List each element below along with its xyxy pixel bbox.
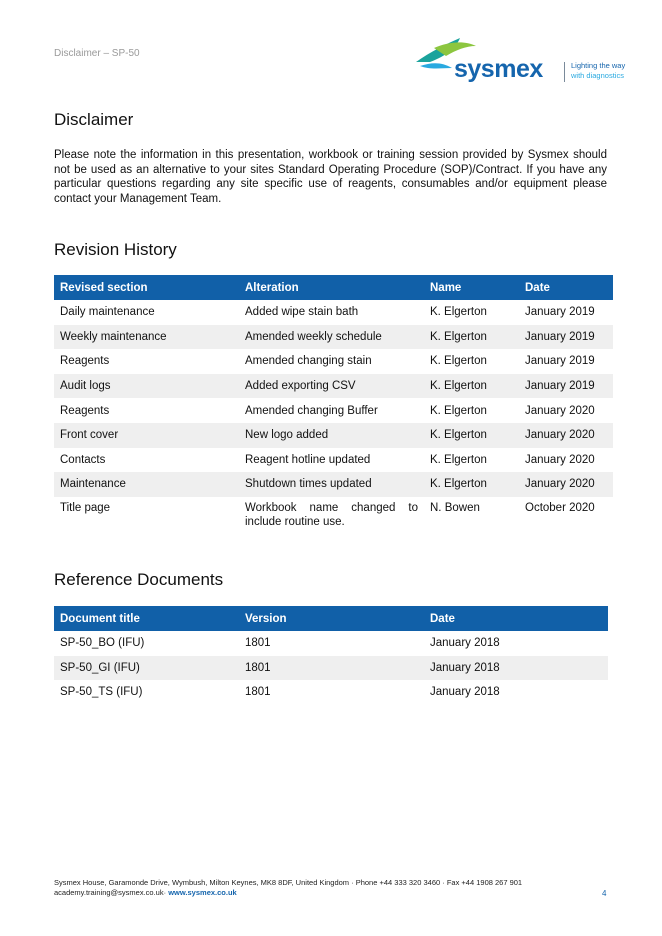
column-header-alteration: Alteration bbox=[239, 275, 424, 300]
name-cell: K. Elgerton bbox=[424, 423, 519, 448]
table-row bbox=[54, 374, 613, 399]
footer-contact-line bbox=[54, 888, 522, 898]
revised-section-cell: Maintenance bbox=[54, 472, 239, 497]
footer-address: Sysmex House, Garamonde Drive, Wymbush, Milton Keynes, MK8 8DF, United Kingdom · Phone +44 333 320 3460 · Fax +44 1908 267 901 bbox=[54, 878, 523, 887]
column-header-version: Version bbox=[239, 606, 424, 631]
table-row bbox=[54, 300, 613, 325]
alteration-cell: Workbook name changed to include routine use. bbox=[245, 501, 418, 528]
date-cell: January 2019 bbox=[519, 374, 613, 399]
date-cell: January 2019 bbox=[525, 355, 595, 368]
revised-section-cell: Audit logs bbox=[54, 374, 239, 399]
revision-history-heading: Revision History bbox=[54, 240, 177, 259]
column-header-document-title: Document title bbox=[54, 606, 239, 631]
version-cell: 1801 bbox=[239, 656, 424, 681]
date-cell: January 2018 bbox=[430, 686, 500, 699]
sysmex-logo bbox=[416, 36, 636, 86]
name-cell: K. Elgerton bbox=[430, 355, 487, 368]
name-cell: K. Elgerton bbox=[424, 374, 519, 399]
table-header-row bbox=[54, 606, 608, 631]
name-cell: K. Elgerton bbox=[430, 453, 487, 466]
logo-tagline-line2: with diagnostics bbox=[571, 71, 624, 80]
name-cell: K. Elgerton bbox=[430, 404, 487, 417]
footer-website-link[interactable]: www.sysmex.co.uk bbox=[168, 888, 237, 897]
table-row bbox=[54, 349, 613, 374]
column-header-revised-section: Revised section bbox=[54, 275, 239, 300]
table-row bbox=[54, 631, 608, 656]
date-cell: January 2018 bbox=[430, 637, 500, 650]
document-title-cell: SP-50_GI (IFU) bbox=[54, 656, 239, 681]
date-cell: January 2020 bbox=[519, 472, 613, 497]
alteration-cell: Amended weekly schedule bbox=[239, 325, 424, 350]
revised-section-cell: Front cover bbox=[54, 423, 239, 448]
reference-documents-table bbox=[54, 606, 608, 705]
name-cell: N. Bowen bbox=[430, 501, 480, 514]
alteration-cell: New logo added bbox=[239, 423, 424, 448]
document-title-cell: SP-50_BO (IFU) bbox=[60, 637, 145, 650]
revised-section-cell: Contacts bbox=[60, 453, 106, 466]
alteration-cell: Added wipe stain bath bbox=[245, 306, 359, 319]
page-number: 4 bbox=[602, 889, 607, 898]
revised-section-cell: Reagents bbox=[60, 404, 110, 417]
alteration-cell: Amended changing stain bbox=[245, 355, 372, 368]
date-cell: January 2020 bbox=[525, 404, 595, 417]
table-row bbox=[54, 497, 613, 533]
version-cell: 1801 bbox=[245, 686, 271, 699]
revised-section-cell: Title page bbox=[60, 501, 111, 514]
reference-documents-heading: Reference Documents bbox=[54, 570, 224, 589]
revised-section-cell: Weekly maintenance bbox=[54, 325, 239, 350]
table-row bbox=[54, 656, 608, 681]
revised-section-cell: Reagents bbox=[60, 355, 110, 368]
logo-divider bbox=[564, 62, 565, 82]
date-cell: January 2018 bbox=[424, 656, 608, 681]
column-header-date: Date bbox=[519, 275, 613, 300]
page-footer bbox=[54, 878, 522, 898]
table-row bbox=[54, 472, 613, 497]
alteration-cell: Added exporting CSV bbox=[239, 374, 424, 399]
table-row bbox=[54, 325, 613, 350]
date-cell: January 2020 bbox=[519, 423, 613, 448]
logo-tagline-line1: Lighting the way bbox=[571, 61, 626, 70]
table-header-row bbox=[54, 275, 613, 300]
alteration-cell: Shutdown times updated bbox=[239, 472, 424, 497]
name-cell: K. Elgerton bbox=[424, 325, 519, 350]
date-cell: January 2019 bbox=[525, 306, 595, 319]
table-row bbox=[54, 423, 613, 448]
table-row bbox=[54, 398, 613, 423]
table-row bbox=[54, 448, 613, 473]
date-cell: January 2019 bbox=[519, 325, 613, 350]
table-row bbox=[54, 680, 608, 705]
disclaimer-heading: Disclaimer bbox=[54, 110, 134, 129]
date-cell: January 2020 bbox=[525, 453, 595, 466]
disclaimer-text: Please note the information in this presentation, workbook or training session provided by Sysmex should not be used as an alternative to your sites Standard Operating Procedure (SOP)/Contract. If you have any particular questions regarding any site specific use of reagents, consumables and/or equipment please contact your Management Team. bbox=[54, 149, 607, 205]
date-cell: October 2020 bbox=[525, 501, 595, 514]
running-title: Disclaimer – SP-50 bbox=[54, 48, 140, 59]
revision-history-table bbox=[54, 275, 613, 533]
alteration-cell: Reagent hotline updated bbox=[245, 453, 371, 466]
alteration-cell: Amended changing Buffer bbox=[245, 404, 378, 417]
document-title-cell: SP-50_TS (IFU) bbox=[60, 686, 143, 699]
logo-wordmark: sysmex bbox=[454, 55, 543, 83]
column-header-date: Date bbox=[424, 606, 608, 631]
column-header-name: Name bbox=[424, 275, 519, 300]
version-cell: 1801 bbox=[245, 637, 271, 650]
footer-email: academy.training@sysmex.co.uk· bbox=[54, 888, 167, 897]
revised-section-cell: Daily maintenance bbox=[60, 306, 155, 319]
name-cell: K. Elgerton bbox=[430, 306, 487, 319]
name-cell: K. Elgerton bbox=[424, 472, 519, 497]
